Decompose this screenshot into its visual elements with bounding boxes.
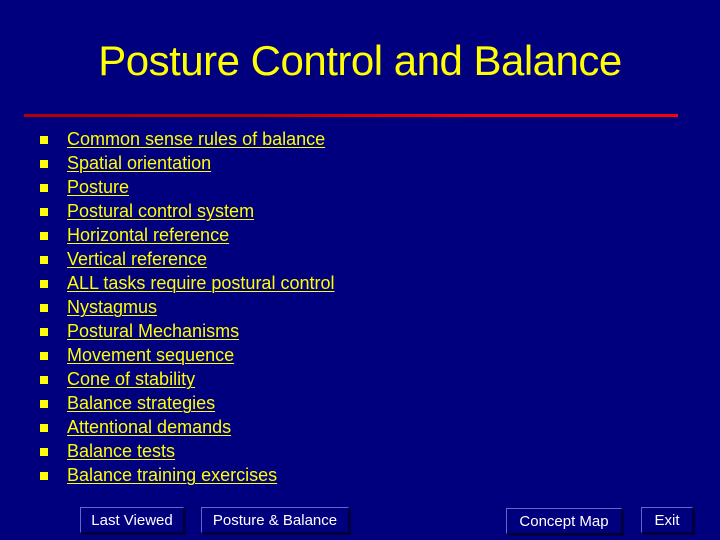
list-item — [40, 343, 440, 367]
topic-link-horizontal-reference[interactable]: Horizontal reference — [67, 225, 230, 245]
posture-balance-button[interactable]: Posture & Balance — [201, 507, 349, 533]
square-bullet-icon — [40, 448, 48, 456]
topic-link-postural-mechanisms[interactable]: Postural Mechanisms — [67, 321, 240, 341]
square-bullet-icon — [40, 256, 48, 264]
square-bullet-icon — [40, 184, 48, 192]
square-bullet-icon — [40, 376, 48, 384]
topic-link-posture[interactable]: Posture — [67, 177, 130, 197]
topic-link-common-sense-rules[interactable]: Common sense rules of balance — [67, 129, 326, 149]
topic-link-nystagmus[interactable]: Nystagmus — [67, 297, 158, 317]
square-bullet-icon — [40, 352, 48, 360]
topic-link-postural-control-system[interactable]: Postural control system — [67, 201, 255, 221]
square-bullet-icon — [40, 400, 48, 408]
square-bullet-icon — [40, 136, 48, 144]
topic-link-all-tasks-postural-control[interactable]: ALL tasks require postural control — [67, 273, 335, 293]
list-item — [40, 463, 440, 487]
concept-map-button[interactable]: Concept Map — [506, 508, 622, 534]
slide-title: Posture Control and Balance — [98, 37, 622, 84]
list-item — [40, 127, 440, 151]
list-item — [40, 199, 440, 223]
topic-list — [40, 127, 440, 487]
topic-link-movement-sequence[interactable]: Movement sequence — [67, 345, 235, 365]
square-bullet-icon — [40, 160, 48, 168]
list-item — [40, 415, 440, 439]
list-item — [40, 367, 440, 391]
square-bullet-icon — [40, 208, 48, 216]
topic-link-balance-training-exercises[interactable]: Balance training exercises — [67, 465, 278, 485]
list-item — [40, 271, 440, 295]
list-item — [40, 439, 440, 463]
topic-link-balance-strategies[interactable]: Balance strategies — [67, 393, 216, 413]
topic-link-vertical-reference[interactable]: Vertical reference — [67, 249, 208, 269]
square-bullet-icon — [40, 280, 48, 288]
square-bullet-icon — [40, 328, 48, 336]
list-item — [40, 319, 440, 343]
list-item — [40, 295, 440, 319]
topic-link-balance-tests[interactable]: Balance tests — [67, 441, 176, 461]
exit-button[interactable]: Exit — [641, 507, 693, 533]
list-item — [40, 391, 440, 415]
topic-link-attentional-demands[interactable]: Attentional demands — [67, 417, 232, 437]
square-bullet-icon — [40, 424, 48, 432]
topic-link-cone-of-stability[interactable]: Cone of stability — [67, 369, 196, 389]
list-item — [40, 247, 440, 271]
list-item — [40, 175, 440, 199]
last-viewed-button[interactable]: Last Viewed — [80, 507, 184, 533]
topic-link-spatial-orientation[interactable]: Spatial orientation — [67, 153, 212, 173]
square-bullet-icon — [40, 232, 48, 240]
square-bullet-icon — [40, 304, 48, 312]
list-item — [40, 223, 440, 247]
list-item — [40, 151, 440, 175]
square-bullet-icon — [40, 472, 48, 480]
title-divider — [24, 114, 678, 117]
